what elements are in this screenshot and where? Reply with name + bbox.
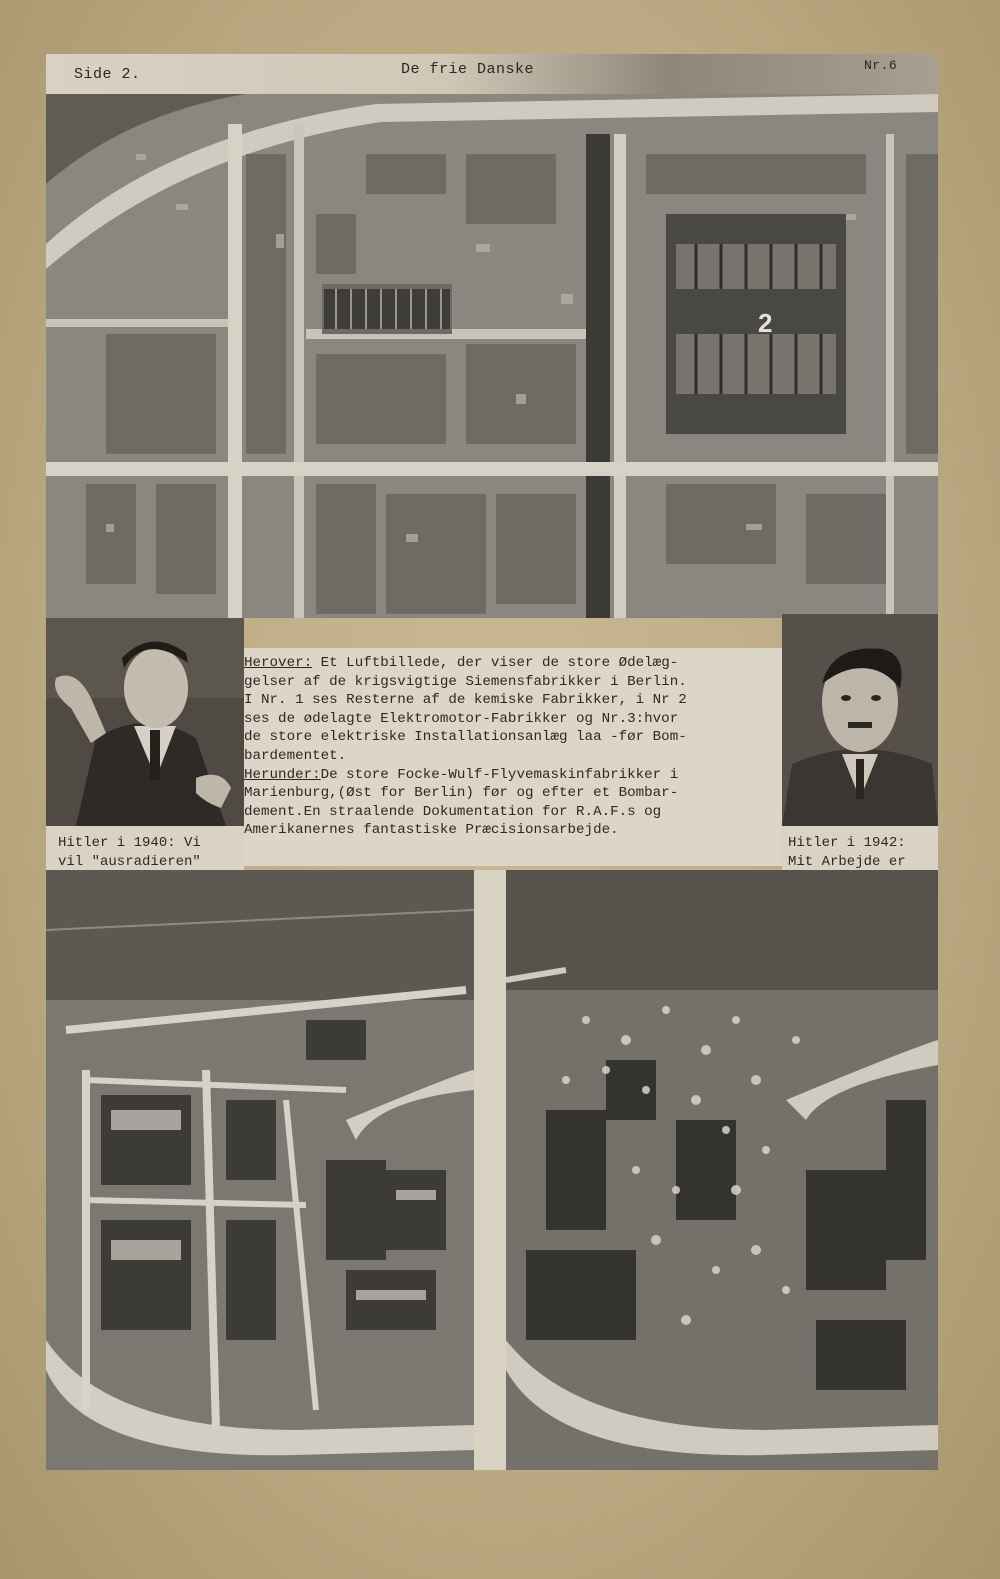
aerial-photo-before	[46, 870, 474, 1470]
photo-divider	[474, 870, 506, 1470]
caption-above-text: Et Luftbillede, der viser de store Ødelæg- gelser af de krigsvigtige Siemensfabrikker i Berlin. I Nr. 1 ses Resterne af de kemiske Fabrikker, i Nr 2 ses de ødelagte Elektromotor-Fabrikker og Nr.3:hvor de store elektriske Installationsanlæg laa -før Bom- bardementet.	[244, 655, 687, 764]
caption-below-text: De store Focke-Wulf-Flyvemaskinfabrikker i Marienburg,(Øst for Berlin) før og efter et Bombar- dement.En straalende Dokumentation for R.A.F.s og Amerikanernes fantastiske Præcisionsarbejde.	[244, 766, 679, 839]
page-number: Side 2.	[74, 66, 141, 83]
aerial-photo-siemens	[46, 94, 938, 618]
hitler-1942-portrait	[782, 614, 938, 826]
marker-2-label: 2	[758, 308, 773, 338]
caption-paragraph	[244, 654, 782, 840]
right-caption-text: Hitler i 1942: Mit Arbejde er	[788, 835, 906, 870]
caption-above-label: Herover:	[244, 655, 313, 671]
aerial-photo-after	[506, 870, 938, 1470]
main-caption	[244, 648, 782, 866]
caption-below-label: Herunder:	[244, 766, 321, 783]
newspaper-title: De frie Danske	[401, 61, 535, 78]
left-caption-text: Hitler i 1940: Vi vil "ausradieren"	[58, 835, 201, 870]
page-header	[46, 54, 938, 95]
issue-number: Nr.6	[864, 58, 898, 73]
hitler-1940-portrait	[46, 618, 244, 826]
